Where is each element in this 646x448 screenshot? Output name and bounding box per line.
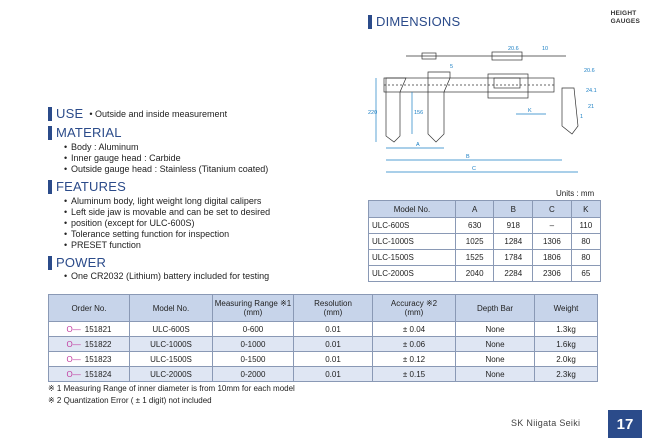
heading-bar <box>48 256 52 270</box>
header-line: (mm) <box>243 308 263 317</box>
use-title: USE <box>56 106 84 121</box>
table-row <box>369 234 601 250</box>
cell: ULC-1500S <box>369 250 456 266</box>
cell-resolution: 0.01 <box>294 352 373 367</box>
cell-accuracy: ± 0.04 <box>373 322 456 337</box>
dimension-table <box>368 200 601 282</box>
cell-range: 0-1000 <box>213 337 294 352</box>
dim-label-b: B <box>466 154 470 160</box>
dimensions-title: DIMENSIONS <box>376 14 461 29</box>
cell: 1284 <box>494 234 533 250</box>
heading-bar <box>368 15 372 29</box>
material-heading <box>48 125 122 140</box>
cell-depth: None <box>456 352 535 367</box>
heading-bar <box>48 107 52 121</box>
cell-range: 0-600 <box>213 322 294 337</box>
cell: ULC-600S <box>369 218 456 234</box>
cell-weight: 2.0kg <box>535 352 598 367</box>
power-heading <box>48 255 106 270</box>
footnote-1: ※ 1 Measuring Range of inner diameter is from 10mm for each model <box>48 384 295 393</box>
header-line: Resolution <box>314 299 352 308</box>
dim-label-10: 10 <box>542 46 549 52</box>
col-header-order: Order No. <box>49 295 130 322</box>
col-header: B <box>494 201 533 218</box>
cell-resolution: 0.01 <box>294 367 373 382</box>
list-item: • Aluminum body, light weight long digital calipers <box>62 196 270 207</box>
dim-label-5: 5 <box>450 64 454 70</box>
col-header: A <box>455 201 494 218</box>
section-label-line1: HEIGHT <box>610 10 637 17</box>
cell: 80 <box>571 234 600 250</box>
dim-label-1: 1 <box>580 114 584 120</box>
cell: 110 <box>571 218 600 234</box>
page-number: 17 <box>608 410 642 438</box>
dimensions-heading <box>368 14 460 29</box>
cell-order <box>49 322 130 337</box>
cell: 1525 <box>455 250 494 266</box>
list-item: • One CR2032 (Lithium) battery included for testing <box>62 271 269 282</box>
list-item: • Outside gauge head : Stainless (Titanium coated) <box>62 164 268 175</box>
cell-model: ULC-600S <box>130 322 213 337</box>
cell-weight: 2.3kg <box>535 367 598 382</box>
col-header-range <box>213 295 294 322</box>
cell: ULC-1000S <box>369 234 456 250</box>
features-heading <box>48 179 126 194</box>
cell: 2306 <box>533 266 572 282</box>
col-header-depth: Depth Bar <box>456 295 535 322</box>
cell: – <box>533 218 572 234</box>
cell: 918 <box>494 218 533 234</box>
dim-label-a: A <box>416 142 420 148</box>
list-item-continuation: • position (except for ULC-600S) <box>62 218 270 229</box>
list-item: • Tolerance setting function for inspection <box>62 229 270 240</box>
dim-label-24-1: 24.1 <box>586 88 597 94</box>
cell-weight: 1.6kg <box>535 337 598 352</box>
list-item: • Left side jaw is movable and can be set to desired <box>62 207 270 218</box>
header-line: (mm) <box>323 308 343 317</box>
cell-weight: 1.3kg <box>535 322 598 337</box>
middle-jaw <box>428 72 450 142</box>
cell: 1306 <box>533 234 572 250</box>
power-list <box>62 271 269 282</box>
col-header: K <box>571 201 600 218</box>
cell-range: 0-1500 <box>213 352 294 367</box>
dim-label-220: 220 <box>368 110 378 116</box>
table-header-row <box>369 201 601 218</box>
col-header-model: Model No. <box>130 295 213 322</box>
table-row <box>49 352 598 367</box>
heading-bar <box>48 180 52 194</box>
left-jaw <box>386 78 406 142</box>
heading-bar <box>48 126 52 140</box>
brand-logo: SK Niigata Seiki <box>511 418 581 428</box>
cell-depth: None <box>456 322 535 337</box>
cell-order <box>49 367 130 382</box>
table-row <box>49 367 598 382</box>
cell-depth: None <box>456 367 535 382</box>
cell: ULC-2000S <box>369 266 456 282</box>
dim-label-20-6b: 20.6 <box>584 68 595 74</box>
order-number: 151823 <box>84 354 112 364</box>
header-line: (mm) <box>404 308 424 317</box>
cell-resolution: 0.01 <box>294 337 373 352</box>
list-item: • Inner gauge head : Carbide <box>62 153 268 164</box>
cell: 630 <box>455 218 494 234</box>
cell-depth: None <box>456 337 535 352</box>
col-header: Model No. <box>369 201 456 218</box>
key-icon: O— <box>66 324 81 334</box>
cell-resolution: 0.01 <box>294 322 373 337</box>
col-header-weight: Weight <box>535 295 598 322</box>
table-row <box>369 266 601 282</box>
dim-label-c: C <box>472 166 476 172</box>
cell: 1784 <box>494 250 533 266</box>
order-number: 151824 <box>84 369 112 379</box>
header-line: Accuracy ※2 <box>390 299 438 308</box>
cell: 1025 <box>455 234 494 250</box>
list-item: • PRESET function <box>62 240 270 251</box>
table-row <box>369 218 601 234</box>
lcd-window <box>494 78 520 88</box>
caliper-dimension-drawing <box>366 38 606 186</box>
header-line: Measuring Range ※1 <box>214 299 292 308</box>
col-header-accuracy <box>373 295 456 322</box>
cell-order <box>49 352 130 367</box>
cell-accuracy: ± 0.12 <box>373 352 456 367</box>
section-label <box>611 10 640 26</box>
cell: 65 <box>571 266 600 282</box>
cell: 80 <box>571 250 600 266</box>
cell: 1806 <box>533 250 572 266</box>
use-heading <box>48 106 227 121</box>
power-title: POWER <box>56 255 107 270</box>
table-row <box>49 337 598 352</box>
cell: 2284 <box>494 266 533 282</box>
cell: 2040 <box>455 266 494 282</box>
section-label-line2: GAUGES <box>610 18 640 25</box>
table-row <box>369 250 601 266</box>
dim-label-k: K <box>528 108 532 114</box>
dim-label-20-6a: 20.6 <box>508 46 519 52</box>
right-jaw <box>562 88 578 134</box>
cell-model: ULC-1500S <box>130 352 213 367</box>
key-icon: O— <box>66 339 81 349</box>
table-header-row <box>49 295 598 322</box>
cell-range: 0-2000 <box>213 367 294 382</box>
material-title: MATERIAL <box>56 125 122 140</box>
footnote-2: ※ 2 Quantization Error ( ± 1 digit) not included <box>48 396 212 405</box>
features-title: FEATURES <box>56 179 126 194</box>
features-list <box>62 196 270 251</box>
units-label: Units : mm <box>556 189 595 198</box>
col-header: C <box>533 201 572 218</box>
material-list <box>62 142 268 175</box>
list-item: • Body : Aluminum <box>62 142 268 153</box>
cell-accuracy: ± 0.15 <box>373 367 456 382</box>
order-number: 151822 <box>84 339 112 349</box>
key-icon: O— <box>66 354 81 364</box>
product-table <box>48 294 598 382</box>
table-row <box>49 322 598 337</box>
dim-label-21: 21 <box>588 104 595 110</box>
cell-model: ULC-2000S <box>130 367 213 382</box>
dim-label-156: 156 <box>414 110 424 116</box>
cell-order <box>49 337 130 352</box>
cell-accuracy: ± 0.06 <box>373 337 456 352</box>
cell-model: ULC-1000S <box>130 337 213 352</box>
key-icon: O— <box>66 369 81 379</box>
col-header-resolution <box>294 295 373 322</box>
order-number: 151821 <box>84 324 112 334</box>
use-text: • Outside and inside measurement <box>89 108 228 119</box>
